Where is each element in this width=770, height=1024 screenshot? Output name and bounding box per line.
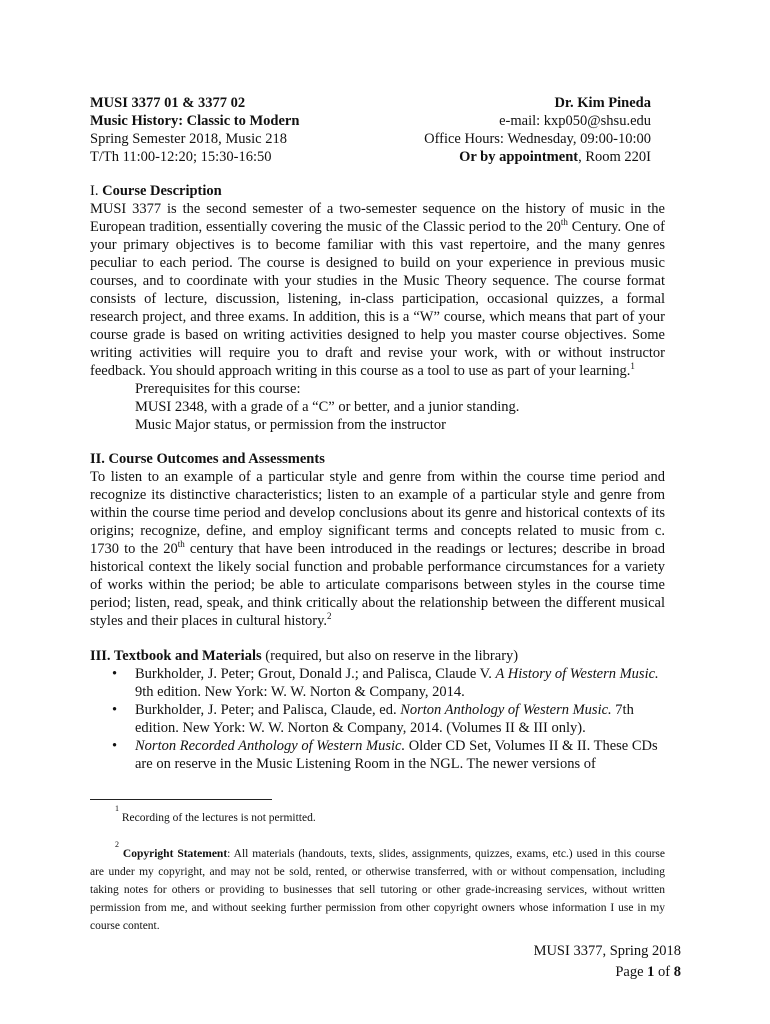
footnote-ref-1: 1 — [630, 361, 635, 372]
semester-room: Spring Semester 2018, Music 218 — [90, 131, 287, 147]
office-hours: Office Hours: Wednesday, 09:00-10:00 — [424, 131, 651, 147]
footnote-2: $^2$ Copyright Statement: All materials (handouts, texts, slides, assignments, quizzes, exams, etc.) used in this course are under my copyright, and may not be sold, rented, or otherwise transferred, with or without compensation, including taking notes for others or providing to businesses that sell tutoring or other grade-increasing services, without written permission from me, and without seeking further permission from other copyright owners whose information I use in my course content. — [90, 840, 665, 932]
class-times: T/Th 11:00-12:20; 15:30-16:50 — [90, 149, 272, 165]
footnote-1: $^1$ Recording of the lectures is not permitted. — [115, 804, 316, 824]
section-heading: II. Course Outcomes and Assessments — [90, 451, 325, 467]
instructor-email: e-mail: kxp050@shsu.edu — [499, 113, 651, 129]
prerequisite-item: MUSI 2348, with a grade of a “C” or better, and a junior standing. — [135, 399, 520, 415]
prerequisite-item: Music Major status, or permission from the instructor — [135, 417, 446, 433]
course-title: Music History: Classic to Modern — [90, 113, 300, 129]
section-textbook-materials — [90, 647, 665, 773]
section-course-outcomes — [90, 450, 665, 630]
appointment-line: Or by appointment, Room 220I — [459, 149, 651, 165]
course-header — [90, 94, 651, 166]
materials-list — [90, 665, 665, 773]
list-item: • Burkholder, J. Peter; Grout, Donald J.; and Palisca, Claude V. A History of Western Music. 9th edition. New York: W. W. Norton & Company, 2014. — [112, 666, 659, 700]
section-course-description — [90, 182, 665, 434]
list-item: • Norton Recorded Anthology of Western Music. Older CD Set, Volumes II & II. These CDs are on reserve in the Music Listening Room in the NGL. The newer versions of — [112, 738, 658, 772]
course-number: MUSI 3377 01 & 3377 02 — [90, 95, 246, 111]
page-footer — [460, 941, 681, 983]
footnote-divider — [90, 799, 272, 800]
instructor-name: Dr. Kim Pineda — [554, 95, 651, 111]
list-item: • Burkholder, J. Peter; and Palisca, Claude, ed. Norton Anthology of Western Music. 7th edition. New York: W. W. Norton & Company, 2014. (Volumes II & III only). — [112, 702, 634, 736]
footer-course: MUSI 3377, Spring 2018 — [533, 943, 681, 959]
footnote-ref-2: 2 — [327, 611, 332, 622]
prerequisites-heading: Prerequisites for this course: — [135, 381, 301, 397]
page-number: Page 1 of 8 — [615, 964, 681, 980]
course-description-paragraph: MUSI 3377 is the second semester of a two-semester sequence on the history of music in the European tradition, essentially covering the music of the Classic period to the 20th Century. One of your primary objectives is to become familiar with this vast repertoire, and the many genres peculiar to each period. The course is designed to build on your experience in previous music courses, and to coordinate with your studies in the Music Theory sequence. The course format consists of lecture, discussion, listening, in-class participation, occasional quizzes, a formal research project, and three exams. In addition, this is a “W” course, which means that part of your course grade is based on writing activities designed to help you master course objectives. Some writing activities will require you to draft and revise your work, with or without instructor feedback. You should approach writing in this course as a tool to use as part of your learning.$^1$ — [90, 201, 665, 379]
section-heading: III. Textbook and Materials (required, but also on reserve in the library) — [90, 648, 519, 664]
outcomes-paragraph: To listen to an example of a particular style and genre from within the course time period and recognize its distinctive characteristics; listen to an example of a particular style and genre from within the course time period and develop conclusions about its genre and historical contexts of its origins; recognize, define, and employ significant terms and concepts related to music from c. 1730 to the 20th century that have been introduced in the readings or lectures; describe in broad historical context the likely social function and probable performance circumstances for a variety of works within the period; be able to articulate comparisons between styles in the course time period; listen, read, speak, and think critically about the relationship between the different musical styles and their places in cultural history.$^2$ — [90, 469, 665, 629]
section-heading: I. Course Description — [90, 183, 222, 199]
